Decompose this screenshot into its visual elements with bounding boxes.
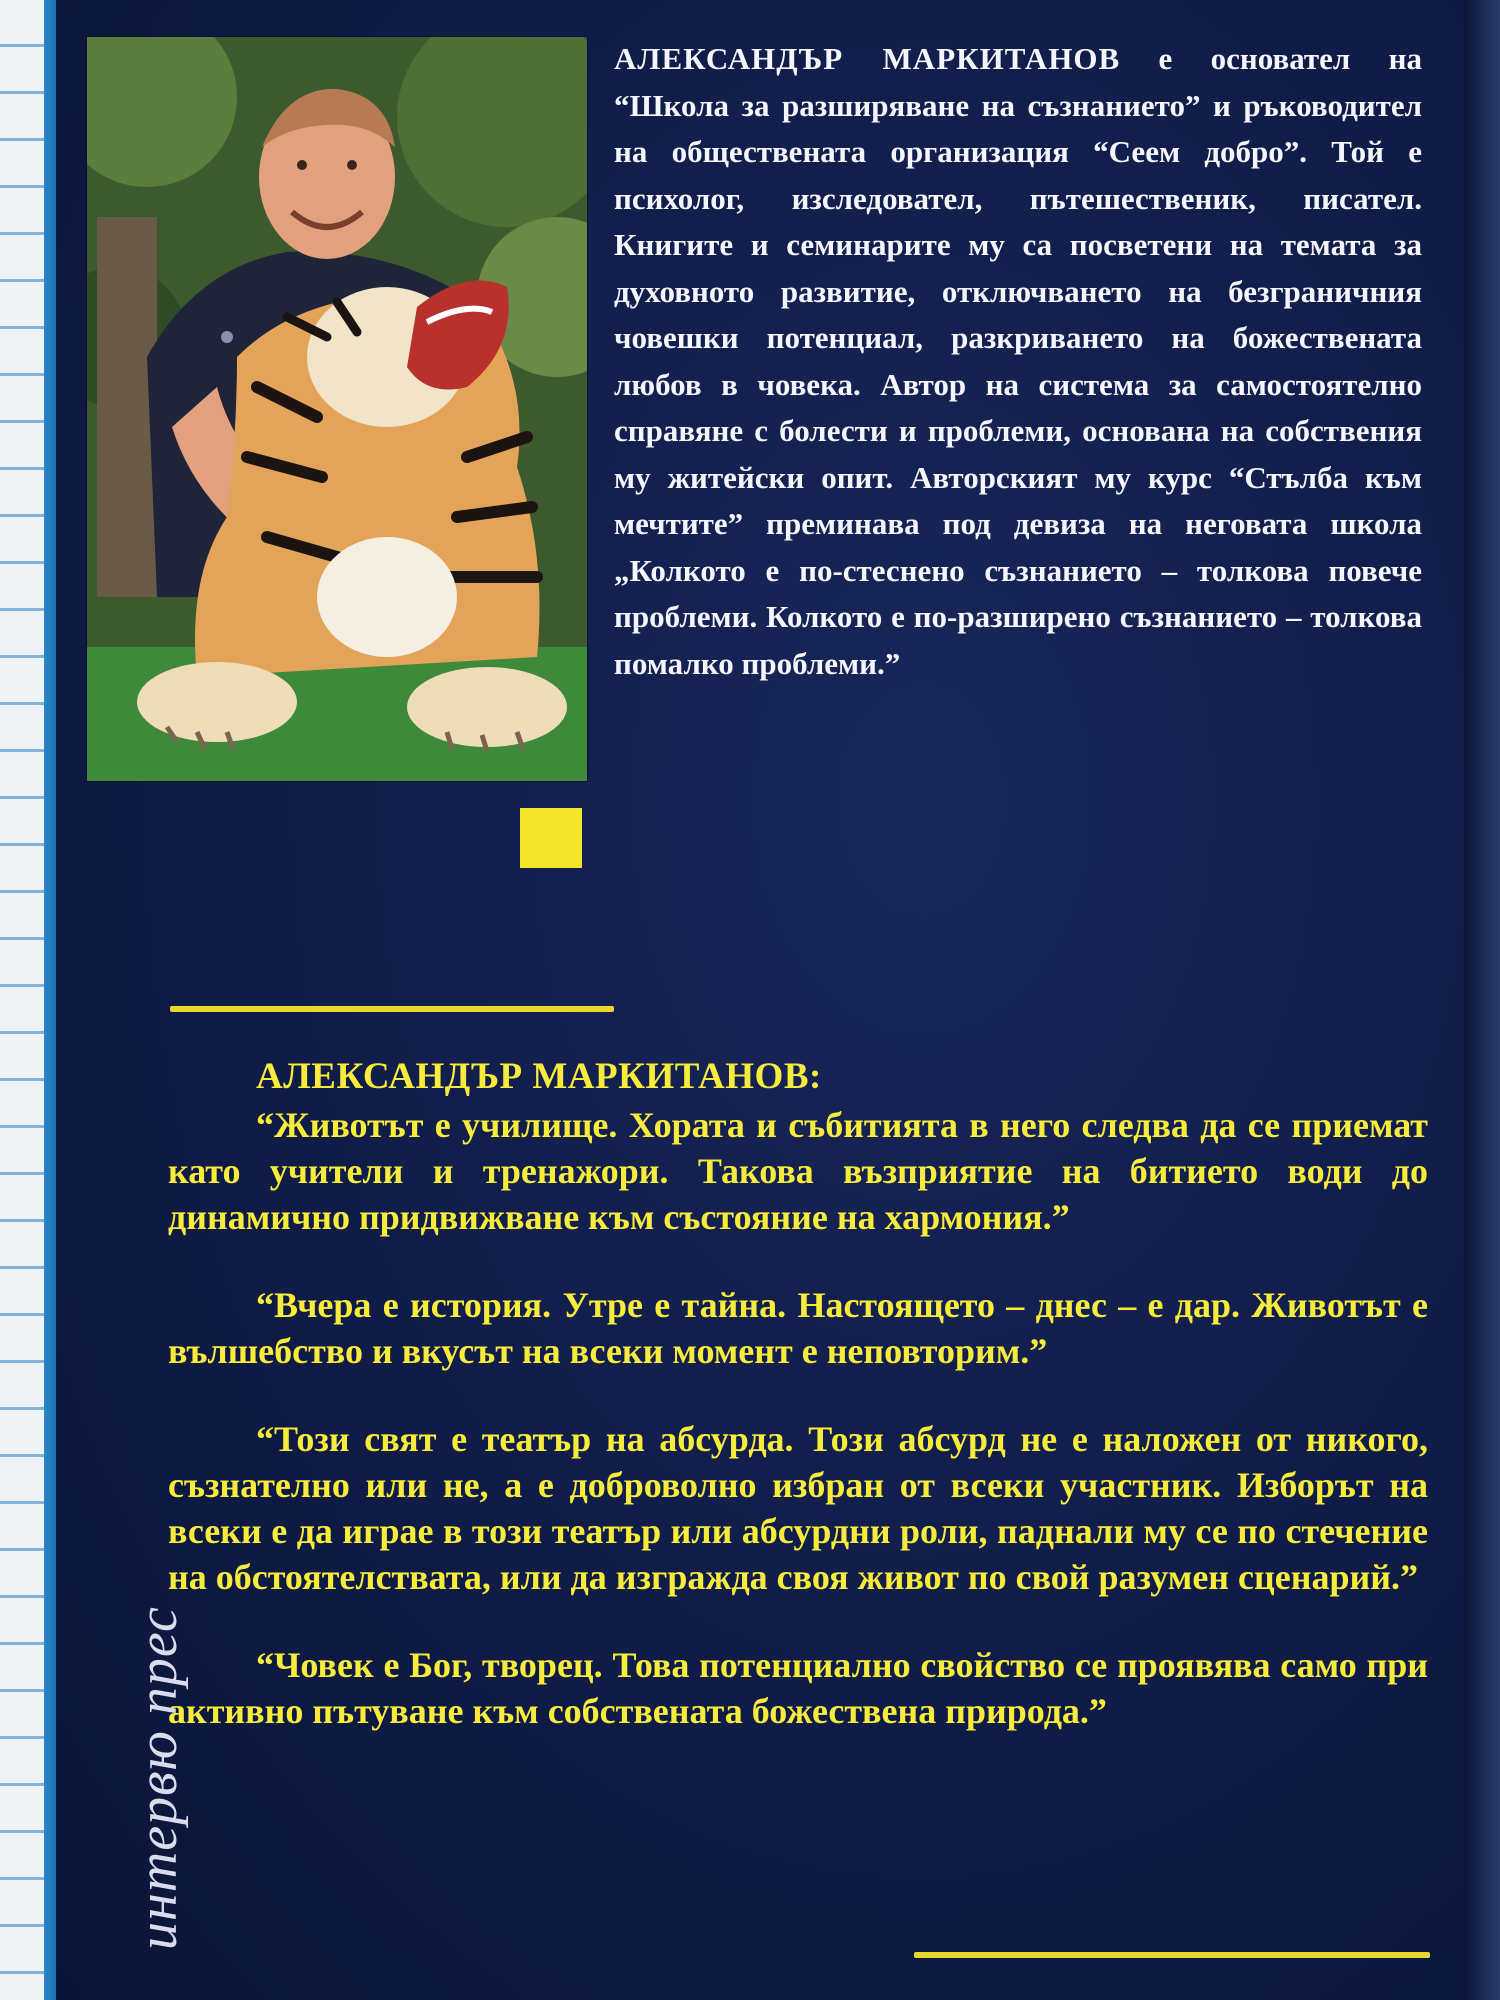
yellow-square-icon — [520, 808, 582, 868]
divider-bottom — [914, 1952, 1430, 1958]
bio-text: е основател на “Школа за разширяване на съзнанието” и ръководител на обществената организация “Сеем добро”. Той е психолог, изследовател, пътешественик, писател. Книгите и семинарите му са посветени на темата за духовното развитие, отключването на безграничния човешки потенциал, разкриването на божествената любов в човека. Автор на система за самостоятелно справяне с болести и проблеми, основана на собствения му житейски опит. Авторският му курс “Стълба към мечтите” преминава под девиза на неговата школа „Колкото е по-стеснено съзнанието – толкова повече проблеми. Колкото е по-разширено съзнанието – толкова помалко проблеми.” — [614, 41, 1422, 681]
quote-paragraph: “Животът е училище. Хората и събитията в него следва да се приемат като учители и тренажори. Такова възприятие на битието води до динамично придвижване към състояние на хармония.” — [168, 1105, 1428, 1237]
quotes-heading: АЛЕКСАНДЪР МАРКИТАНОВ: — [256, 1056, 822, 1097]
author-bio — [614, 36, 1422, 687]
bio-author-name: АЛЕКСАНДЪР МАРКИТАНОВ — [614, 41, 1121, 76]
cover-edge — [1464, 0, 1500, 2000]
divider-top — [170, 1006, 614, 1012]
quote-paragraph: “Този свят е театър на абсурда. Този абсурд не е наложен от никого, съзнателно или не, а е доброволно избран от всеки участник. Изборът на всеки е да играе в този театър или абсурдни роли, паднали му се по стечение на обстоятелствата, или да изгражда своя живот по свой разумен сценарий.” — [168, 1419, 1428, 1597]
book-back-cover — [56, 0, 1500, 2000]
quote-paragraph: “Вчера е история. Утре е тайна. Настоящето – днес – е дар. Животът е вълшебство и вкусът на всеки момент е неповторим.” — [168, 1285, 1428, 1371]
publisher-name: интервю прес — [127, 1606, 189, 1950]
author-with-tiger-image — [87, 37, 587, 781]
quotes-section — [168, 1054, 1428, 1776]
quote-paragraph: “Човек е Бог, творец. Това потенциално свойство се проявява само при активно пътуване към собствената божествена природа.” — [168, 1645, 1428, 1731]
author-photo — [86, 36, 588, 782]
